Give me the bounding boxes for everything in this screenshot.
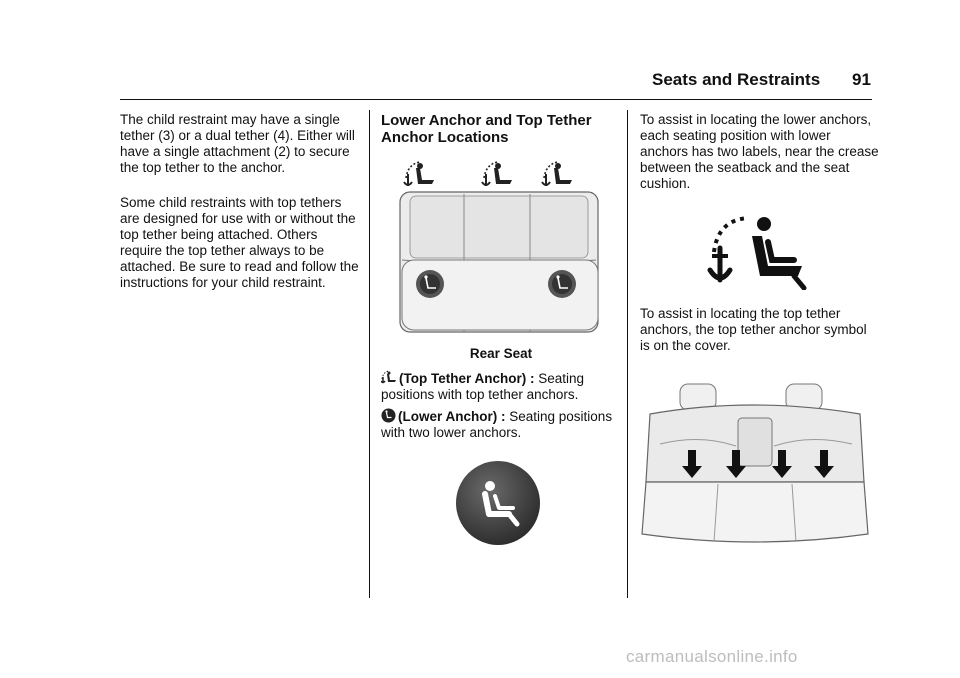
page-header <box>0 70 960 94</box>
rear-seat-illustration <box>392 156 607 338</box>
term-lower-anchor: (Lower Anchor) : <box>398 409 506 424</box>
paragraph-tether-requirement: Some child restraints with top tethers are designed for use with or without the top tether being attached. Others require the top tether always to be attached. Be sure to read and follow the instructions for your child restraint. <box>120 195 359 290</box>
lower-anchor-icon <box>416 270 444 298</box>
lower-anchor-icon <box>381 408 396 423</box>
top-tether-anchor-icon <box>404 162 434 186</box>
paragraph-lower-anchor-labels: To assist in locating the lower anchors, each seating position with lower anchors has two labels, near the crease between the seatback and the seat cushion. <box>640 112 879 191</box>
definition-top-tether-anchor <box>381 370 621 403</box>
column-divider <box>627 110 628 598</box>
section-title: Seats and Restraints <box>652 70 821 89</box>
top-tether-anchor-icon <box>482 162 512 186</box>
section-heading: Lower Anchor and Top Tether Anchor Locations <box>381 112 592 146</box>
lower-anchor-icon <box>455 460 541 546</box>
rear-seat-anchor-locations-illustration <box>640 374 870 550</box>
definition-text: Seating positions with two lower anchors. <box>381 409 613 440</box>
page-number: 91 <box>852 70 871 89</box>
paragraph-top-tether-cover: To assist in locating the top tether anchors, the top tether anchor symbol is on the cover. <box>640 306 867 353</box>
column-divider <box>369 110 370 598</box>
top-tether-anchor-icon <box>706 214 810 290</box>
definition-lower-anchor <box>381 408 621 441</box>
paragraph-tether-types: The child restraint may have a single tether (3) or a dual tether (4). Either will have a single attachment (2) to secure the top tether to the anchor. <box>120 112 355 175</box>
header-rule <box>120 99 872 100</box>
top-tether-anchor-icon <box>542 162 572 186</box>
top-tether-anchor-icon <box>381 370 397 385</box>
watermark: carmanualsonline.info <box>626 647 798 666</box>
term-top-tether-anchor: (Top Tether Anchor) : <box>399 371 535 386</box>
lower-anchor-icon <box>548 270 576 298</box>
definition-text: Seating positions with top tether anchors. <box>381 371 585 402</box>
figure-caption: Rear Seat <box>469 346 533 361</box>
